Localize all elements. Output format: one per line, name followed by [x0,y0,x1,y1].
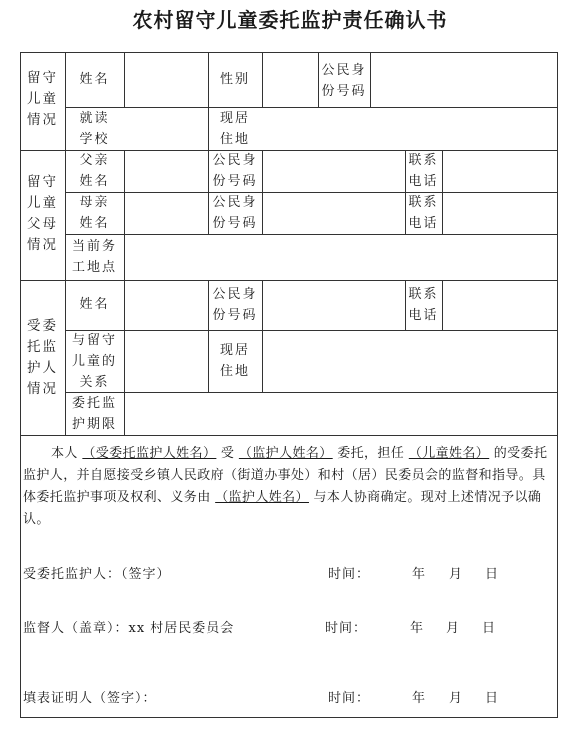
guardian-address-label: 现居 住地 [219,343,250,379]
grid-line [262,52,263,108]
month-label: 月 [449,691,464,706]
child-address-label: 现居 住地 [219,111,250,147]
grid-line [124,234,125,280]
parents-section-heading: 留守 儿童 父母 情况 [27,174,58,253]
grid-line [370,52,371,108]
guardian-id-label: 公民身 份号码 [212,287,258,323]
grid-line [65,330,558,331]
child-gender-label: 性别 [219,72,250,87]
statement-text: 与本人协商确定。现对上述情况予以确认。 [23,490,542,527]
mother-id-label: 公民身 份号码 [212,195,258,231]
grid-line [20,280,558,281]
relationship-label: 与留守 儿童的 关系 [71,333,117,390]
document-title: 农村留守儿童委托监护责任确认书 [132,8,448,32]
grid-line [124,52,125,108]
guardian-signature-label: 受委托监护人：（签字） [23,567,171,582]
month-label: 月 [446,621,461,636]
year-label: 年 [410,621,425,636]
guardian-name-placeholder: （受委托监护人姓名） [82,446,217,461]
father-name-label: 父亲 姓名 [79,153,110,189]
child-section-heading: 留守 儿童 情况 [27,70,58,128]
grid-line [442,280,443,330]
father-phone-label: 联系 电话 [408,153,439,189]
day-label: 日 [482,621,497,636]
guardian-phone-label: 联系 电话 [408,287,439,323]
work-location-label: 当前务 工地点 [71,239,117,275]
guardian-name-label: 姓名 [79,297,110,312]
month-label: 月 [449,567,464,582]
statement-text: 的受委托监护人，并自愿接受乡镇人民政府（街道办事处）和村（居）民委员会的监督和指导。具体委托监护事项及权利、义务由 [23,446,548,505]
time-label: 时间： [328,567,371,582]
mother-name-label: 母亲 姓名 [79,195,110,231]
child-name-label: 姓名 [79,72,110,87]
grid-line [262,330,263,392]
grid-line [124,280,125,435]
confirmation-statement [23,443,553,531]
statement-text: 受 [220,446,235,461]
supervisor-seal-label: 监督人（盖章）：xx 村居民委员会 [23,621,235,636]
grid-line [442,150,443,234]
year-label: 年 [412,567,427,582]
statement-text: 委托，担任 [337,446,405,461]
grid-line [20,435,558,436]
day-label: 日 [485,567,500,582]
statement-text: 本人 [51,446,78,461]
father-id-label: 公民身 份号码 [212,153,258,189]
mother-phone-label: 联系 电话 [408,195,439,231]
grid-line [65,392,558,393]
grid-line [262,150,263,234]
day-label: 日 [485,691,500,706]
time-label: 时间： [328,691,371,706]
grid-line [65,107,558,108]
child-id-label: 公民身 份号码 [321,63,367,99]
grid-line [65,192,558,193]
grid-line [65,234,558,235]
parent-name-placeholder: （监护人姓名） [238,446,333,461]
guardianship-period-label: 委托监 护期限 [71,396,117,432]
certifier-signature-label: 填表证明人（签字）： [23,691,157,706]
year-label: 年 [412,691,427,706]
grid-line [124,150,125,234]
child-school-label: 就读 学校 [79,111,110,147]
time-label: 时间： [325,621,368,636]
guardian-section-heading: 受委 托监 护人 情况 [27,318,58,397]
grid-line [262,280,263,330]
parent-name-placeholder: （监护人姓名） [215,490,309,505]
child-name-placeholder: （儿童姓名） [408,446,490,461]
